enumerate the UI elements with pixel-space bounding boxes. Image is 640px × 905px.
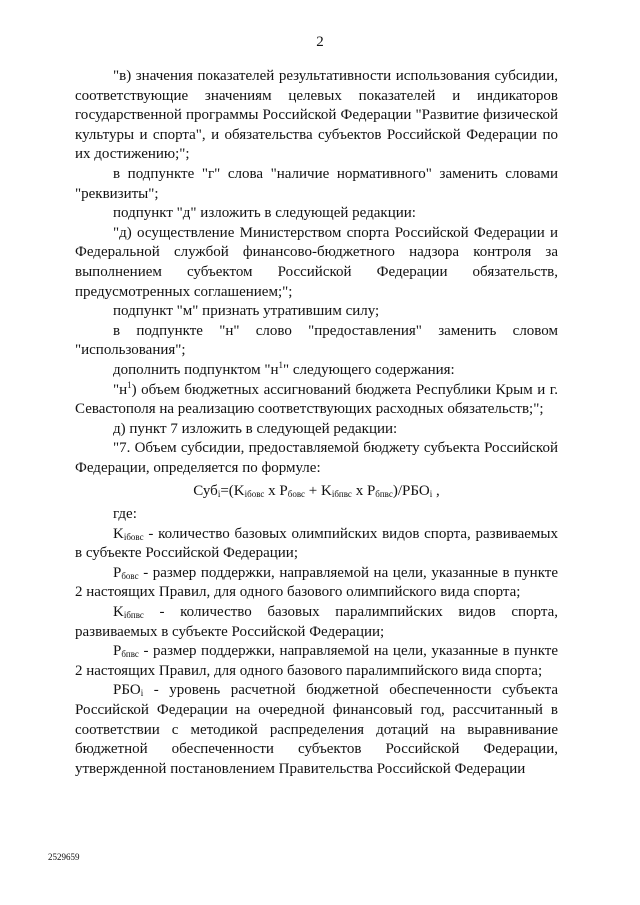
document-body [75, 67, 558, 779]
paragraph-n-amend: в подпункте "н" слово "предоставления" заменить словом "использования"; [75, 322, 558, 359]
paragraph-d-text: "д) осуществление Министерством спорта Российской Федерации и Федеральной службой финансово-бюджетного надзора контроля за выполнением субъектом Российской Федерации обязательств, предусмотренных соглашением;"; [75, 224, 558, 300]
subsidy-formula: $Суб_i=(K_{iбовс}$ x $P_{бовс} + K_{iбпвс}$ x $P_{бпвс})/РБО_i$ , [193, 483, 440, 500]
page-number: 2 [316, 34, 324, 50]
document-code: 2529659 [48, 852, 80, 862]
definition-p-olympic: $P_{бовс}$ - размер поддержки, направляемой на цели, указанные в пункте 2 настоящих Правил, для одного базового олимпийского вида спорта; [75, 564, 558, 601]
paragraph-d-intro: подпункт "д" изложить в следующей редакции: [113, 205, 416, 222]
definition-k-olympic: $K_{iбовс}$ - количество базовых олимпийских видов спорта, развиваемых в субъекте Российской Федерации; [75, 525, 558, 562]
paragraph-n1-text: "$н^1$) объем бюджетных ассигнований бюджета Республики Крым и г. Севастополя на реализацию соответствующих расходных обязательств;"; [75, 379, 558, 418]
definition-p-paralympic: $P_{бпвс}$ - размер поддержки, направляемой на цели, указанные в пункте 2 настоящих Правил, для одного базового паралимпийского вида спорта; [75, 643, 558, 679]
paragraph-7-text: "7. Объем субсидии, предоставляемой бюджету субъекта Российской Федерации, определяется по формуле: [75, 440, 558, 476]
paragraph-7-intro: д) пункт 7 изложить в следующей редакции: [113, 420, 398, 437]
paragraph-m-repeal: подпункт "м" признать утратившим силу; [113, 303, 380, 320]
definition-rbo: $РБО_i$ - уровень расчетной бюджетной обеспеченности субъекта Российской Федерации на очередной финансовый год, рассчитанный в соответствии с методикой распределения дотаций на выравнивание бюджетной обеспеченности субъектов Российской Федерации, утвержденной постановлением Правительства Российской Федерации [75, 682, 558, 777]
paragraph-n1-intro: дополнить подпунктом "$н^1$" следующего содержания: [113, 359, 455, 378]
paragraph-g-amend: в подпункте "г" слова "наличие нормативного" заменить словами "реквизиты"; [75, 165, 558, 202]
definition-k-paralympic: $K_{iбпвс}$ - количество базовых паралимпийских видов спорта, развиваемых в субъекте Российской Федерации; [75, 604, 558, 640]
paragraph-v: "в) значения показателей результативности использования субсидии, соответствующие значениям целевых показателей и индикаторов государственной программы Российской Федерации "Развитие физической культуры и спорта", и обязательства субъектов Российской Федерации по их достижению;"; [75, 68, 558, 163]
where-label: где: [113, 506, 137, 523]
